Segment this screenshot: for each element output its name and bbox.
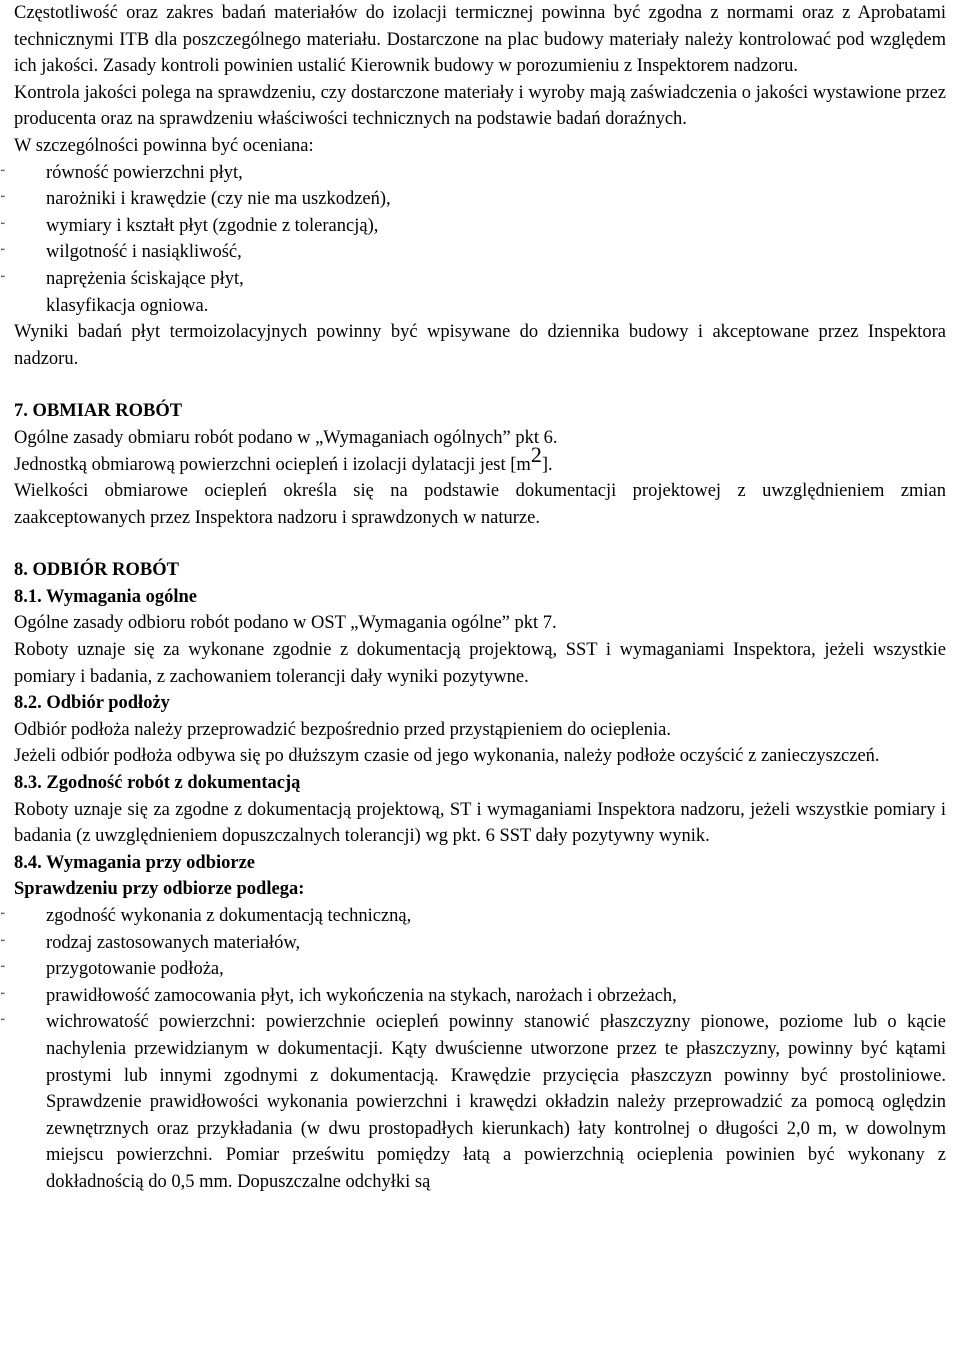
paragraph-s81-b: Roboty uznaje się za wykonane zgodnie z dokumentacją projektową, SST i wymaganiami Inspektora, jeżeli wszystkie pomiary i badania, z zachowaniem tolerancji dały wyniki pozytywne. — [14, 640, 946, 687]
paragraph-results: Wyniki badań płyt termoizolacyjnych powinny być wpisywane do dziennika budowy i akceptowane przez Inspektora nadzoru. — [14, 322, 946, 369]
list-item: klasyfikacja ogniowa. — [46, 295, 209, 316]
list-item: ˜ rodzaj zastosowanych materiałów, — [0, 932, 301, 953]
list-item: ˜ narożniki i krawędzie (czy nie ma uszkodzeń), — [0, 189, 391, 210]
list-item: ˜ naprężenia ściskające płyt, — [0, 268, 244, 289]
list-item: ˜ przygotowanie podłoża, — [0, 959, 224, 980]
paragraph-assessment-intro: W szczególności powinna być oceniana: — [14, 135, 314, 156]
bullet-icon: ˜ — [0, 167, 6, 181]
list-item: ˜ wichrowatość powierzchni: powierzchnie ociepleń powinny stanowić płaszczyzny pionowe, poziome lub o kącie nachylenia przewidzianym w dokumentacji. Kąty dwuścienne utworzone przez te płaszczyzny, powinny być kątami prostymi lub innymi zgodnymi z dokumentacją. Krawędzie przycięcia płaszczyzn powinny być prostoliniowe. Sprawdzenie prawidłowości wykonania powierzchni i krawędzi okładzin należy przeprowadzić za pomocą oględzin zewnętrznych oraz przykładania (w dwu prostopadłych kierunkach) łaty kontrolnej o długości 2,0 m, w dowolnym miejscu powierzchni. Pomiar prześwitu pomiędzy łatą a powierzchnią ocieplenia powinien być wykonany z dokładnością do 0,5 mm. Dopuszczalne odchyłki są — [0, 1012, 946, 1192]
section-8-4-heading: 8.4. Wymagania przy odbiorze — [14, 852, 256, 873]
paragraph-s7-unit: Jednostką obmiarową powierzchni ociepleń i izolacji dylatacji jest $[m^2]$. — [14, 441, 553, 475]
bullet-icon: ˜ — [0, 990, 6, 1004]
paragraph-materials-control: Częstotliwość oraz zakres badań materiałów do izolacji termicznej powinna być zgodna z normami oraz z Aprobatami technicznymi ITB dla poszczególnego materiału. Dostarczone na plac budowy materiały należy kontrolować pod względem ich jakości. Zasady kontroli powinien ustalić Kierownik budowy w porozumieniu z Inspektorem nadzoru. — [14, 3, 946, 77]
list-item: ˜ prawidłowość zamocowania płyt, ich wykończenia na stykach, narożach i obrzeżach, — [0, 985, 677, 1006]
assessment-list — [0, 160, 946, 320]
paragraph-s82-b: Jeżeli odbiór podłoża odbywa się po dłuższym czasie od jego wykonania, należy podłoże oczyścić z zanieczyszczeń. — [14, 746, 880, 767]
bullet-icon: ˜ — [0, 1017, 6, 1031]
paragraph-s81-a: Ogólne zasady odbioru robót podano w OST „Wymagania ogólne” pkt 7. — [14, 613, 557, 634]
section-8-2-heading: 8.2. Odbiór podłoży — [14, 693, 170, 714]
section-8-heading: 8. ODBIÓR ROBÓT — [14, 560, 179, 581]
bullet-icon: ˜ — [0, 911, 6, 924]
list-item: ˜ wymiary i kształt płyt (zgodnie z tolerancją), — [0, 215, 379, 236]
bullet-icon: ˜ — [0, 937, 6, 951]
list-item: ˜ równość powierzchni płyt, — [0, 162, 243, 183]
bullet-icon: ˜ — [0, 273, 6, 287]
bullet-icon: ˜ — [0, 194, 6, 208]
bullet-icon: ˜ — [0, 220, 6, 234]
acceptance-list — [0, 903, 946, 1196]
bullet-icon: ˜ — [0, 247, 6, 261]
bullet-icon: ˜ — [0, 964, 6, 978]
list-item: ˜ zgodność wykonania z dokumentacją techniczną, — [0, 906, 412, 926]
section-8-3-heading: 8.3. Zgodność robót z dokumentacją — [14, 773, 301, 794]
section-8-4-subheading: Sprawdzeniu przy odbiorze podlega: — [14, 879, 305, 900]
paragraph-s7-quantities: Wielkości obmiarowe ociepleń określa się na podstawie dokumentacji projektowej z uwzględnieniem zmian zaakceptowanych przez Inspektora nadzoru i sprawdzonych w naturze. — [14, 481, 946, 528]
paragraph-s83: Roboty uznaje się za zgodne z dokumentacją projektową, ST i wymaganiami Inspektora nadzoru, jeżeli wszystkie pomiary i badania (z uwzględnieniem dopuszczalnych tolerancji) wg pkt. 6 SST dały pozytywny wynik. — [14, 799, 946, 847]
superscript-2: 2 — [530, 441, 542, 467]
paragraph-s82-a: Odbiór podłoża należy przeprowadzić bezpośrednio przed przystąpieniem do ocieplenia. — [14, 719, 671, 740]
paragraph-quality-control: Kontrola jakości polega na sprawdzeniu, czy dostarczone materiały i wyroby mają zaświadczenia o jakości wystawione przez producenta oraz na sprawdzeniu właściwości technicznych na podstawie badań doraźnych. — [14, 82, 946, 130]
section-8-1-heading: 8.1. Wymagania ogólne — [14, 586, 197, 607]
paragraph-s7-general: Ogólne zasady obmiaru robót podano w „Wymaganiach ogólnych” pkt 6. — [14, 427, 558, 448]
list-item: ˜ wilgotność i nasiąkliwość, — [0, 242, 242, 263]
section-7-heading: 7. OBMIAR ROBÓT — [14, 401, 183, 422]
